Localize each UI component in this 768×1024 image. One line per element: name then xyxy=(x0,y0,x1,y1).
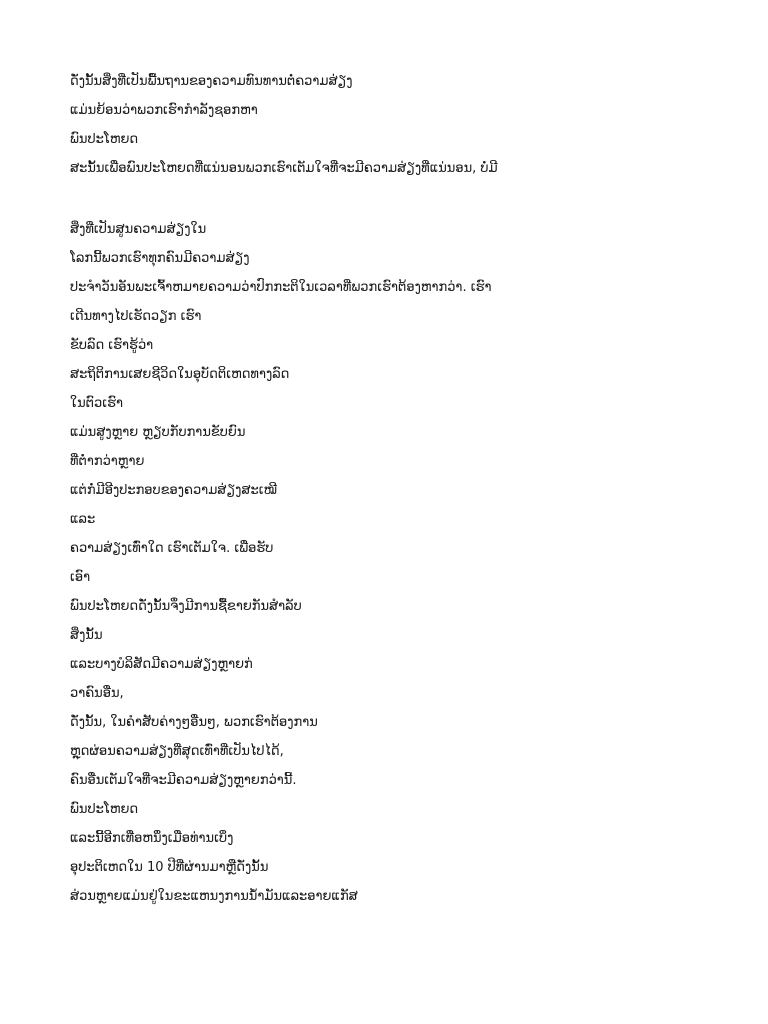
text-line: ຄົນອື່ນເຕັມໃຈທີ່ຈະມີຄວາມສ່ຽງຫຼາຍກວ່ານີ້. xyxy=(70,773,297,788)
text-line: ສິ່ງທີ່ເປັນສູນຄວາມສ່ຽງໃນ xyxy=(70,222,207,237)
text-line: ອຸປະຕິເຫດໃນ 10 ປີທີ່ຜ່ານມາຫຼືດັ່ງນັ້ນ xyxy=(70,860,269,875)
text-column xyxy=(70,67,710,911)
text-line: ພົນປະໂຫຍດ xyxy=(70,132,139,147)
paragraph xyxy=(70,215,710,911)
text-line: ສະຖິຕິການເສຍຊີວິດໃນອຸບັດຕິເຫດທາງລົດ xyxy=(70,367,290,382)
paragraph xyxy=(70,67,710,183)
text-line: ທີ່ຕ່ຳກວ່າຫຼາຍ xyxy=(70,454,145,469)
text-line: ຂັບລົດ ເຮົາຮູ້ວ່າ xyxy=(70,338,154,353)
text-line: ແລະ xyxy=(70,512,96,527)
text-line: ສ່ວນຫຼາຍແມ່ນຢູ່ໃນຂະແຫນງການນ້ຳມັນແລະອາຍແກັສ xyxy=(70,889,358,904)
text-line: ແມ່ນສູງຫຼາຍ ຫຼຽບກັບການຂັບຍົນ xyxy=(70,425,246,440)
text-line: ແລະບາງບໍລິສັດມີຄວາມສ່ຽງຫຼາຍກ່ xyxy=(70,657,253,672)
text-line: ແລະນີ້ອີກເທື່ອຫນຶ່ງເມື່ອທ່ານເບິ່ງ xyxy=(70,831,234,846)
text-line: ໃນຕົວເຮົາ xyxy=(70,396,124,411)
text-line: ເດີນທາງໄປເຮັດວຽກ ເຮົາ xyxy=(70,309,202,324)
text-line: ສິ່ງນັ້ນ xyxy=(70,628,103,643)
text-line: ຄວາມສ່ຽງເທົ່າໃດ ເຮົາເຕັມໃຈ. ເພື່ອຮັບ xyxy=(70,541,274,556)
text-line: ປະຈໍາວັນອັນພະເຈົ້າຫມາຍຄວາມວ່າປົກກະຕິໃນເວລາທີ່ພວກເຮົາຕ້ອງຫາກວ່າ. ເຮົາ xyxy=(70,280,492,295)
paragraph-gap xyxy=(70,183,710,215)
text-line: ພົນປະໂຫຍດ xyxy=(70,802,139,817)
text-line: ດັ່ງນັ້ນ, ໃນຄຳສັບຄ່າງໆອື່ນໆ, ພວກເຮົາຕ້ອງການ xyxy=(70,715,318,730)
text-line: ຫຼຸດຜ່ອນຄວາມສ່ຽງທີ່ສຸດເທົ່າທີ່ເປັນໄປໄດ້, xyxy=(70,744,284,759)
text-line: ພົນປະໂຫຍດດັ່ງນັ້ນຈຶ່ງມີການຊື້ຂາຍກັນສຳລັບ xyxy=(70,599,302,614)
text-line: ໂລກນີ້ພວກເຮົາທຸກຄົນມີຄວາມສ່ຽງ xyxy=(70,251,250,266)
text-line: ສະນັ້ນເພື່ອພົນປະໂຫຍດທີ່ແນ່ນອນພວກເຮົາເຕັມໃຈທີ່ຈະມີຄວາມສ່ຽງທີ່ແນ່ນອນ, ບໍ່ມີ xyxy=(70,161,498,176)
text-line: ແມ່ນຍ້ອນວ່າພວກເຮົາກຳລັງຊອກຫາ xyxy=(70,103,258,118)
text-line: ດັ່ງນັ້ນສິ່ງທີ່ເປັນພື້ນຖານຂອງຄວາມທົນທານຕໍ່ຄວາມສ່ຽງ xyxy=(70,74,353,89)
text-line: ວາຄົນອື່ນ, xyxy=(70,686,124,701)
text-line: ເອົາ xyxy=(70,570,91,585)
text-line: ແຕ່ກໍ່ມີອີງປະກອບຂອງຄວາມສ່ຽງສະເໝີ xyxy=(70,483,277,498)
